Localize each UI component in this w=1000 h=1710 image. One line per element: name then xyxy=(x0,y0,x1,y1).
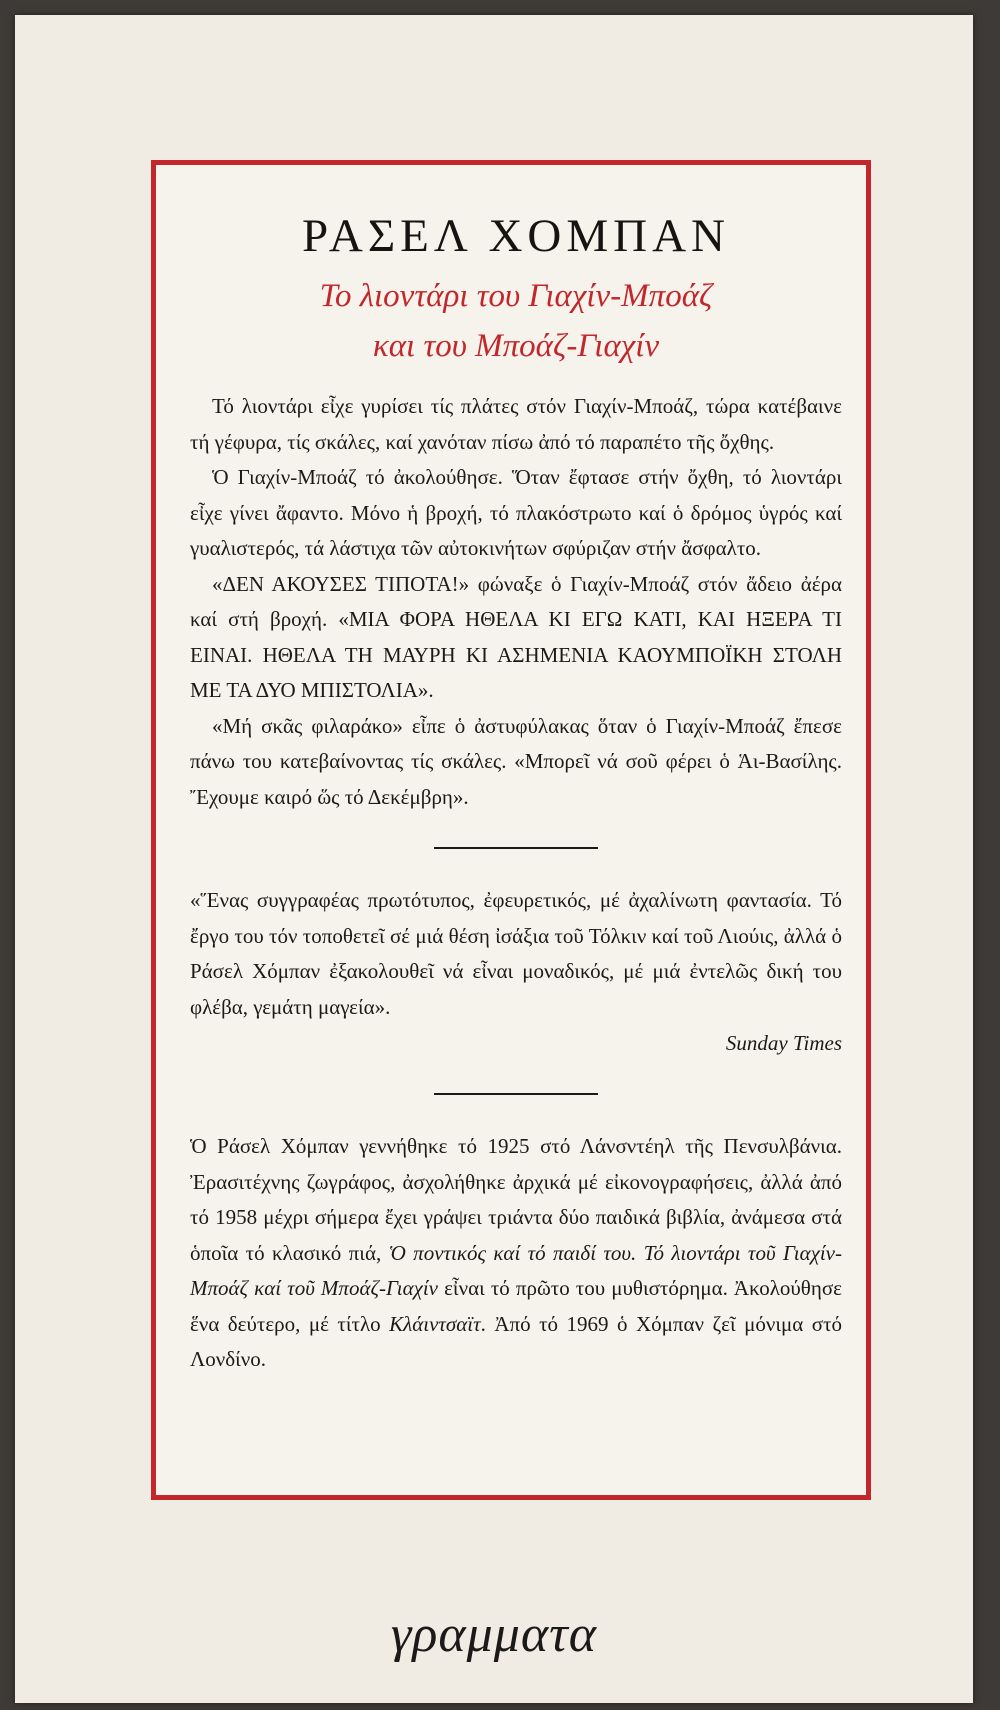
book-title-line-2: και του Μποάζ-Γιαχίν xyxy=(372,328,660,364)
divider xyxy=(434,847,598,849)
review-source: Sunday Times xyxy=(725,1031,842,1055)
publisher-logo: γραμματα xyxy=(390,1606,598,1663)
frame-content xyxy=(156,165,866,1495)
book-back-cover xyxy=(15,15,973,1703)
excerpt-paragraph: «Μή σκᾶς φιλαράκο» εἶπε ὁ ἀστυφύλακας ὅταν ὁ Γιαχίν-Μποάζ ἔπεσε πάνω του κατεβαίνοντας τίς σκάλες. «Μπορεῖ νά σοῦ φέρει ὁ Ἁι-Βασίλης. Ἔχουμε καιρό ὥς τό Δεκέμβρη». xyxy=(190,713,842,809)
author-name: ΡΑΣΕΛ ΧΟΜΠΑΝ xyxy=(302,210,730,262)
excerpt-paragraph: Ὁ Γιαχίν-Μποάζ τό ἀκολούθησε. Ὅταν ἔφτασε στήν ὄχθη, τό λιοντάρι εἶχε γίνει ἄφαντο. Μόνο ἡ βροχή, τό πλακόστρωτο καί ὁ δρόμος ὑγρός καί γυαλιστερός, τά λάστιχα τῶν αὐτοκινήτων σφύριζαν στήν ἄσφαλτο. xyxy=(190,465,842,560)
bio-text: εἶναι τό πρῶτο του μυθιστόρημα. Ἀκολούθησε ἕνα δεύτερο, μέ τίτλο xyxy=(190,1276,842,1336)
bio-italic-title: Κλάιντσαϊτ xyxy=(389,1311,481,1336)
bio-text: Ὁ Ράσελ Χόμπαν γεννήθηκε τό 1925 στό Λάνσντέηλ τῆς Πενσυλβάνια. Ἐρασιτέχνης ζωγράφος, ἀσχολήθηκε ἀρχικά μέ εἰκονογραφήσεις, ἀλλά ἀπό τό 1958 μέχρι σήμερα ἔχει γράψει τριάντα δύο παιδικά βιβλία, ἀνάμεσα στά ὁποῖα τό κλασικό πιά, xyxy=(190,1134,842,1265)
bio-italic-titles: Ὁ ποντικός καί τό παιδί του. Τό λιοντάρι τοῦ Γιαχίν-Μποάζ καί τοῦ Μποάζ-Γιαχίν xyxy=(190,1240,842,1300)
excerpt-paragraph: «ΔΕΝ ΑΚΟΥΣΕΣ ΤΙΠΟΤΑ!» φώναξε ὁ Γιαχίν-Μποάζ στόν ἄδειο ἀέρα καί στή βροχή. «ΜΙΑ ΦΟΡΑ ΗΘΕΛΑ ΚΙ ΕΓΩ ΚΑΤΙ, ΚΑΙ ΗΞΕΡΑ ΤΙ ΕΙΝΑΙ. ΗΘΕΛΑ ΤΗ ΜΑΥΡΗ ΚΙ ΑΣΗΜΕΝΙΑ ΚΑΟΥΜΠΟΪΚΗ ΣΤΟΛΗ ΜΕ ΤΑ ΔΥΟ ΜΠΙΣΤΟΛΙΑ». xyxy=(190,571,842,702)
divider xyxy=(434,1093,598,1095)
book-title-line-1: Το λιοντάρι του Γιαχίν-Μποάζ xyxy=(319,278,713,314)
author-bio xyxy=(190,1129,842,1378)
review-quote: «Ἕνας συγγραφέας πρωτότυπος, ἐφευρετικός, μέ ἀχαλίνωτη φαντασία. Τό ἔργο του τόν τοποθετεῖ σέ μιά θέση ἰσάξια τοῦ Τόλκιν καί τοῦ Λιούις, ἀλλά ὁ Ράσελ Χόμπαν ἐξακολουθεῖ νά εἶναι μοναδικός, μέ μιά ἐντελῶς δική του φλέβα, γεμάτη μαγεία». xyxy=(190,888,842,1019)
bio-text: . Ἀπό τό 1969 ὁ Χόμπαν ζεῖ μόνιμα στό Λονδίνο. xyxy=(190,1311,843,1371)
red-border-frame xyxy=(151,160,871,1500)
excerpt xyxy=(190,389,842,815)
excerpt-paragraph: Τό λιοντάρι εἶχε γυρίσει τίς πλάτες στόν Γιαχίν-Μποάζ, τώρα κατέβαινε τή γέφυρα, τίς σκάλες, καί χανόταν πίσω ἀπό τό παραπέτο τῆς ὄχθης. xyxy=(190,394,842,454)
